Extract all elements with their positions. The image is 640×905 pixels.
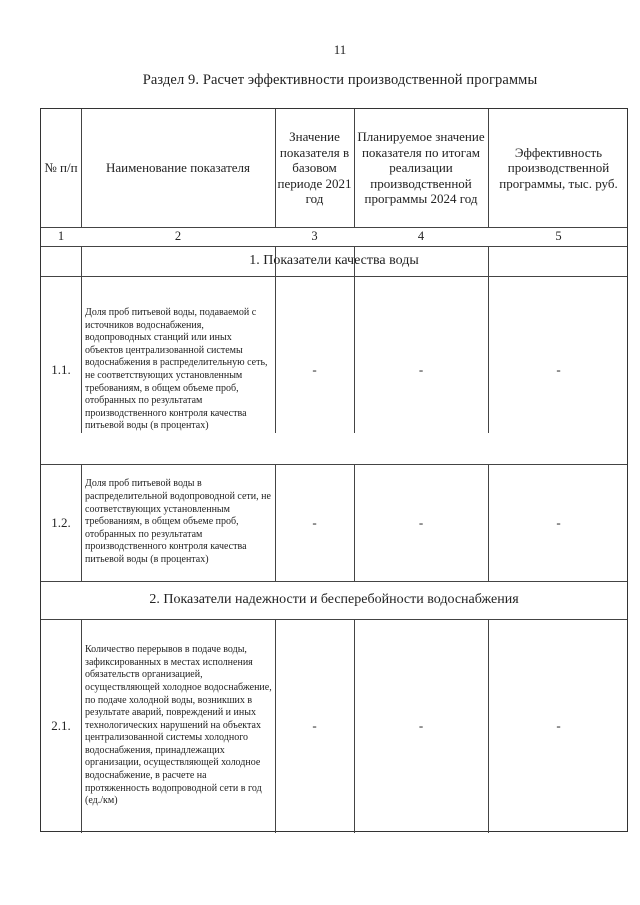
column-number: 4 (417, 229, 425, 243)
group-title: 1. Показатели качества воды (249, 253, 419, 268)
planned-value: - (418, 362, 424, 377)
column-number: 5 (555, 229, 562, 243)
table-row-number: 1.1. (51, 362, 71, 377)
header-row-number: № п/п (44, 160, 78, 176)
column-number: 2 (174, 229, 182, 243)
section-title: Раздел 9. Расчет эффективности производственной программы (142, 72, 538, 88)
header-indicator-name: Наименование показателя (105, 160, 251, 176)
header-planned-value: Планируемое значение показателя по итогам реализации производственной программы 2024 год (357, 129, 485, 207)
header-efficiency: Эффективность производственной программы, тыс. руб. (499, 144, 618, 191)
efficiency-value: - (556, 718, 561, 733)
base-value: - (312, 362, 317, 377)
efficiency-value: - (556, 514, 561, 530)
column-number: 1 (57, 229, 65, 243)
table-row-number: 1.2. (51, 514, 71, 530)
indicator-name: Доля проб питьевой воды, подаваемой с источников водоснабжения, водопроводных станций или иных объектов централизованной системы водоснабжения в распределительную сеть, не соответствующих установленным требованиям, в общем объеме проб, отобранных по результатам производственного контроля качества питьевой воды (в процентах) (85, 307, 268, 432)
header-base-value: Значение показателя в базовом периоде 2021 год (277, 129, 352, 207)
page-number: 11 (333, 42, 347, 57)
efficiency-table (40, 108, 628, 832)
indicator-name: Количество перерывов в подаче воды, зафиксированных в местах исполнения обязательств организацией, осуществляющей холодное водоснабжение, по подаче холодной воды, возникших в результате аварий, повреждений и иных технологических нарушений на объектах централизованной системы холодного водоснабжения, принадлежащих организации, осуществляющей холодное водоснабжение, в расчете на протяженность водопроводной сети в год (ед./км) (85, 644, 272, 807)
base-value: - (312, 514, 317, 530)
column-number: 3 (311, 229, 318, 243)
planned-value: - (418, 514, 424, 530)
base-value: - (312, 718, 317, 733)
planned-value: - (418, 718, 424, 733)
group-title: 2. Показатели надежности и бесперебойности водоснабжения (149, 592, 519, 607)
table-row-number: 2.1. (51, 718, 71, 733)
efficiency-value: - (556, 362, 561, 377)
indicator-name: Доля проб питьевой воды в распределительной водопроводной сети, не соответствующих установленным требованиям, в общем объеме проб, отобранных по результатам производственного контроля качества питьевой воды (в процентах) (85, 478, 271, 565)
